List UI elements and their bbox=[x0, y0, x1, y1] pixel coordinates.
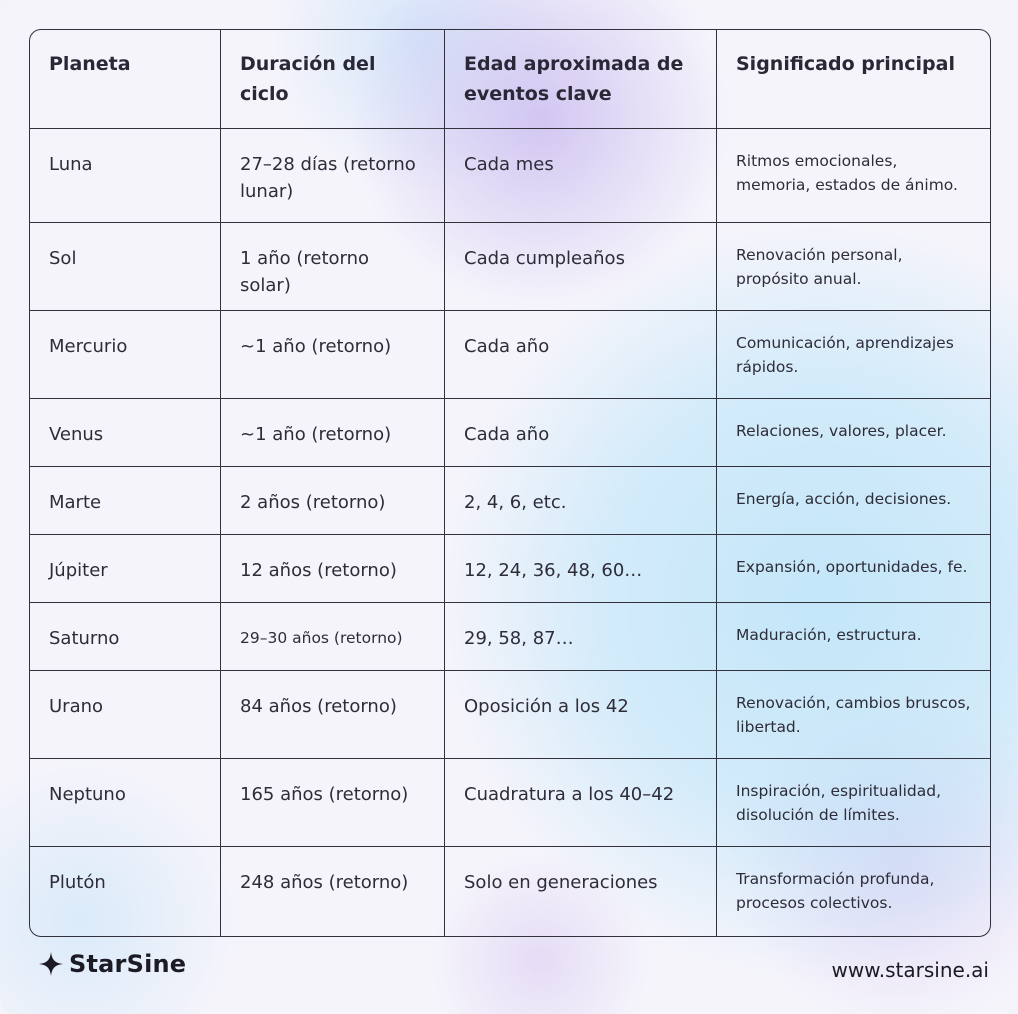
cell-cycle: 84 años (retorno) bbox=[221, 671, 445, 759]
cell-planet: Marte bbox=[30, 467, 221, 535]
cell-age: Cada año bbox=[445, 399, 717, 467]
cell-planet: Urano bbox=[30, 671, 221, 759]
cell-planet: Mercurio bbox=[30, 311, 221, 399]
cell-meaning: Renovación, cambios bruscos, libertad. bbox=[717, 671, 990, 759]
table-row bbox=[30, 847, 990, 936]
table-row bbox=[30, 399, 990, 467]
cell-cycle: 12 años (retorno) bbox=[221, 535, 445, 603]
table-row bbox=[30, 129, 990, 223]
cell-age: Solo en generaciones bbox=[445, 847, 717, 936]
cell-cycle: 27–28 días (retorno lunar) bbox=[221, 129, 445, 223]
table-row bbox=[30, 223, 990, 311]
cell-age: Cuadratura a los 40–42 bbox=[445, 759, 717, 847]
cell-planet: Saturno bbox=[30, 603, 221, 671]
cell-meaning: Expansión, oportunidades, fe. bbox=[717, 535, 990, 603]
brand-logo bbox=[38, 950, 186, 978]
table-row bbox=[30, 671, 990, 759]
cell-meaning: Transformación profunda, procesos colectivos. bbox=[736, 870, 935, 912]
cell-age: 29, 58, 87… bbox=[445, 603, 717, 671]
cell-cycle: ~1 año (retorno) bbox=[221, 311, 445, 399]
cell-meaning: Energía, acción, decisiones. bbox=[717, 467, 990, 535]
cell-age: Cada cumpleaños bbox=[445, 223, 717, 311]
sparkle-icon bbox=[38, 951, 64, 977]
cell-planet: Luna bbox=[30, 129, 221, 223]
table-row bbox=[30, 759, 990, 847]
cell-cycle: 2 años (retorno) bbox=[221, 467, 445, 535]
cell-cycle: 1 año (retorno solar) bbox=[221, 223, 445, 311]
column-header-cycle-duration: Duración del ciclo bbox=[221, 30, 445, 129]
cell-meaning: Relaciones, valores, placer. bbox=[717, 399, 990, 467]
cell-planet: Júpiter bbox=[30, 535, 221, 603]
table-header-row bbox=[30, 30, 990, 129]
cell-planet: Neptuno bbox=[30, 759, 221, 847]
table-row bbox=[30, 311, 990, 399]
cell-age: Cada año bbox=[445, 311, 717, 399]
cell-cycle: 165 años (retorno) bbox=[221, 759, 445, 847]
column-header-planet: Planeta bbox=[30, 30, 221, 129]
cell-age: Oposición a los 42 bbox=[445, 671, 717, 759]
cell-cycle: ~1 año (retorno) bbox=[221, 399, 445, 467]
cell-meaning: Maduración, estructura. bbox=[717, 603, 990, 671]
cell-cycle: 29–30 años (retorno) bbox=[221, 603, 445, 671]
table-row bbox=[30, 467, 990, 535]
cell-age: 12, 24, 36, 48, 60… bbox=[445, 535, 717, 603]
cell-meaning: Renovación personal, propósito anual. bbox=[717, 223, 990, 311]
brand-name: StarSine bbox=[69, 950, 187, 978]
cell-planet: Venus bbox=[30, 399, 221, 467]
cell-planet: Plutón bbox=[30, 847, 221, 936]
planetary-cycles-table bbox=[29, 29, 991, 937]
column-header-key-event-age: Edad aproximada de eventos clave bbox=[445, 30, 717, 129]
cell-meaning: Ritmos emocionales, memoria, estados de ánimo. bbox=[717, 129, 990, 223]
cell-meaning: Comunicación, aprendizajes rápidos. bbox=[717, 311, 990, 399]
cell-age: Cada mes bbox=[445, 129, 717, 223]
cell-cycle: 248 años (retorno) bbox=[221, 847, 445, 936]
cell-meaning: Inspiración, espiritualidad, disolución de límites. bbox=[717, 759, 990, 847]
website-url: www.starsine.ai bbox=[831, 958, 989, 982]
table-row bbox=[30, 535, 990, 603]
column-header-main-meaning: Significado principal bbox=[717, 30, 990, 129]
cell-age: 2, 4, 6, etc. bbox=[445, 467, 717, 535]
table-row bbox=[30, 603, 990, 671]
cell-planet: Sol bbox=[30, 223, 221, 311]
